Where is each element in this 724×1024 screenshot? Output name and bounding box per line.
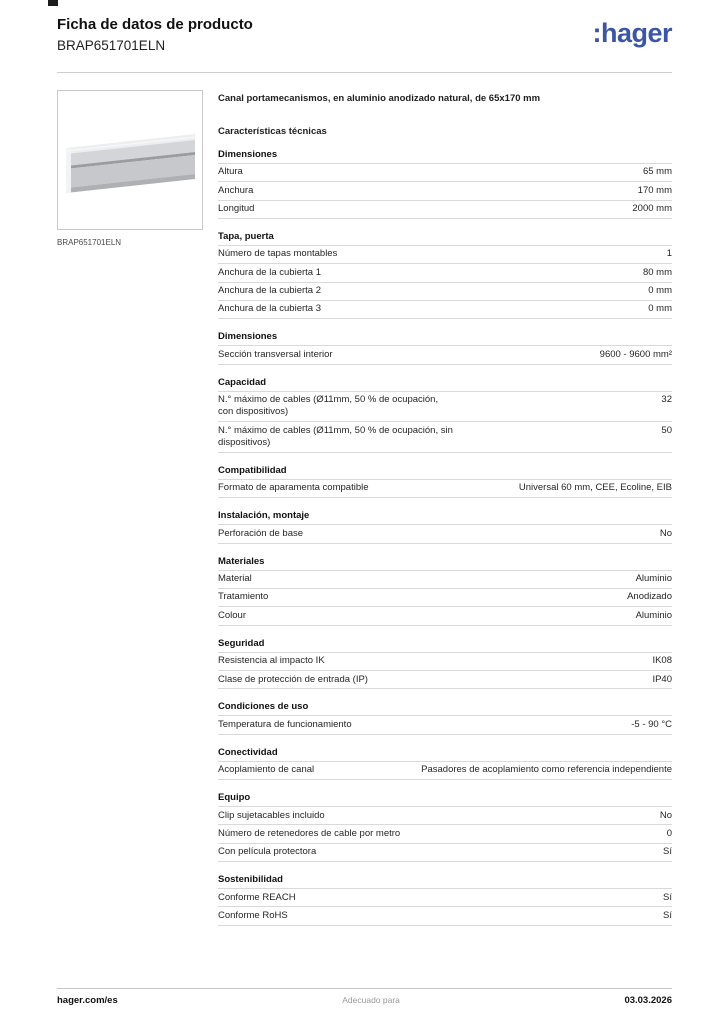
section-title: Dimensiones xyxy=(218,146,672,164)
spec-label: Conforme RoHS xyxy=(218,909,288,921)
spec-label: Acoplamiento de canal xyxy=(218,764,315,776)
spec-value: 9600 - 9600 mm² xyxy=(599,348,672,360)
spec-row xyxy=(218,807,672,825)
spec-row xyxy=(218,571,672,589)
spec-label: Temperatura de funcionamiento xyxy=(218,718,352,730)
section-title: Capacidad xyxy=(218,374,672,392)
spec-value: No xyxy=(659,809,672,821)
section-title: Tapa, puerta xyxy=(218,228,672,246)
spec-value: 170 mm xyxy=(637,184,672,196)
spec-value: 0 mm xyxy=(648,303,672,315)
spec-label: Tratamiento xyxy=(218,591,269,603)
specs-column xyxy=(218,90,672,926)
section-title: Seguridad xyxy=(218,635,672,653)
spec-section xyxy=(218,789,672,862)
footer-divider xyxy=(57,988,672,989)
spec-label: Sección transversal interior xyxy=(218,348,333,360)
spec-value: Aluminio xyxy=(635,573,672,585)
spec-value: 65 mm xyxy=(642,166,672,178)
product-code: BRAP651701ELN xyxy=(57,37,166,53)
spec-row xyxy=(218,653,672,671)
spec-row xyxy=(218,480,672,498)
spec-row xyxy=(218,907,672,925)
spec-row xyxy=(218,889,672,907)
section-title: Dimensiones xyxy=(218,328,672,346)
page-header xyxy=(57,16,672,53)
spec-row xyxy=(218,264,672,282)
product-description: Canal portamecanismos, en aluminio anodizado natural, de 65x170 mm xyxy=(218,93,541,104)
spec-section xyxy=(218,744,672,780)
spec-value: Universal 60 mm, CEE, Ecoline, EIB xyxy=(518,482,672,494)
spec-label: Altura xyxy=(218,166,243,178)
spec-value: Sí xyxy=(663,909,672,921)
spec-value: 32 xyxy=(661,394,672,406)
spec-value: Sí xyxy=(663,846,672,858)
footer-website: hager.com/es xyxy=(57,995,118,1006)
spec-label: Con película protectora xyxy=(218,846,317,858)
section-title: Sostenibilidad xyxy=(218,871,672,889)
technical-characteristics-heading: Características técnicas xyxy=(218,125,327,137)
section-title: Equipo xyxy=(218,789,672,807)
spec-section xyxy=(218,374,672,453)
spec-label: Anchura de la cubierta 3 xyxy=(218,303,321,315)
spec-section xyxy=(218,698,672,734)
spec-row xyxy=(218,589,672,607)
section-title: Materiales xyxy=(218,553,672,571)
spec-value: Anodizado xyxy=(627,591,672,603)
section-title: Conectividad xyxy=(218,744,672,762)
spec-row xyxy=(218,844,672,862)
spec-value: 2000 mm xyxy=(632,203,672,214)
spec-row xyxy=(218,716,672,734)
spec-label: Clip sujetacables incluido xyxy=(218,809,325,821)
spec-row xyxy=(218,201,672,219)
spec-value: 50 xyxy=(661,424,672,436)
spec-section xyxy=(218,507,672,543)
spec-value: 0 mm xyxy=(648,285,672,297)
spec-value: No xyxy=(659,527,672,539)
spec-label: Clase de protección de entrada (IP) xyxy=(218,673,368,685)
section-title: Instalación, montaje xyxy=(218,507,672,525)
spec-value: 1 xyxy=(666,248,672,260)
spec-row xyxy=(218,671,672,689)
spec-row xyxy=(218,607,672,625)
spec-value: -5 - 90 °C xyxy=(631,718,672,730)
spec-section xyxy=(218,328,672,364)
spec-value: Aluminio xyxy=(635,609,672,621)
aluminium-trunking-illustration xyxy=(61,96,199,224)
spec-value: IP40 xyxy=(652,673,672,685)
spec-row xyxy=(218,301,672,319)
spec-label: Material xyxy=(218,573,252,585)
spec-section xyxy=(218,228,672,319)
document-title: Ficha de datos de producto xyxy=(57,16,253,33)
spec-label: Anchura de la cubierta 2 xyxy=(218,285,321,297)
spec-row xyxy=(218,346,672,364)
spec-label: Anchura xyxy=(218,184,254,196)
spec-label: Número de tapas montables xyxy=(218,248,338,260)
spec-row xyxy=(218,525,672,543)
spec-label: N.° máximo de cables (Ø11mm, 50 % de ocupación, sin dispositivos) xyxy=(218,424,453,449)
product-image-caption: BRAP651701ELN xyxy=(57,238,122,247)
spec-label: Colour xyxy=(218,609,246,621)
spec-label: Conforme REACH xyxy=(218,891,296,903)
spec-section xyxy=(218,635,672,690)
page-footer xyxy=(57,995,672,1006)
spec-row xyxy=(218,182,672,200)
section-title: Compatibilidad xyxy=(218,462,672,480)
spec-value: 80 mm xyxy=(642,266,672,278)
header-divider xyxy=(57,72,672,73)
spec-label: Resistencia al impacto IK xyxy=(218,655,325,667)
section-title: Condiciones de uso xyxy=(218,698,672,716)
spec-row xyxy=(218,392,672,423)
spec-value: IK08 xyxy=(652,655,672,667)
spec-label: Formato de aparamenta compatible xyxy=(218,482,369,494)
product-image-column xyxy=(57,90,205,926)
spec-label: Perforación de base xyxy=(218,527,304,539)
spec-section xyxy=(218,871,672,926)
product-image xyxy=(57,90,203,230)
spec-value: Sí xyxy=(663,891,672,903)
spec-section xyxy=(218,462,672,498)
hager-logo: :hager xyxy=(592,18,672,48)
spec-row xyxy=(218,246,672,264)
spec-label: Longitud xyxy=(218,203,255,214)
crop-mark xyxy=(48,0,58,6)
spec-section xyxy=(218,553,672,626)
spec-sections xyxy=(218,146,672,926)
footer-suitable-for-label: Adecuado para xyxy=(342,995,400,1005)
spec-value: 0 xyxy=(666,827,672,839)
content-area xyxy=(57,90,672,926)
spec-label: Anchura de la cubierta 1 xyxy=(218,266,321,278)
spec-row xyxy=(218,164,672,182)
spec-label: N.° máximo de cables (Ø11mm, 50 % de ocupación, con dispositivos) xyxy=(218,394,439,418)
spec-section xyxy=(218,146,672,219)
spec-row xyxy=(218,762,672,780)
spec-row xyxy=(218,422,672,453)
spec-row xyxy=(218,825,672,843)
footer-date: 03.03.2026 xyxy=(624,995,672,1006)
spec-row xyxy=(218,283,672,301)
spec-label: Número de retenedores de cable por metro xyxy=(218,827,401,839)
spec-value: Pasadores de acoplamiento como referencia independiente xyxy=(421,764,672,776)
